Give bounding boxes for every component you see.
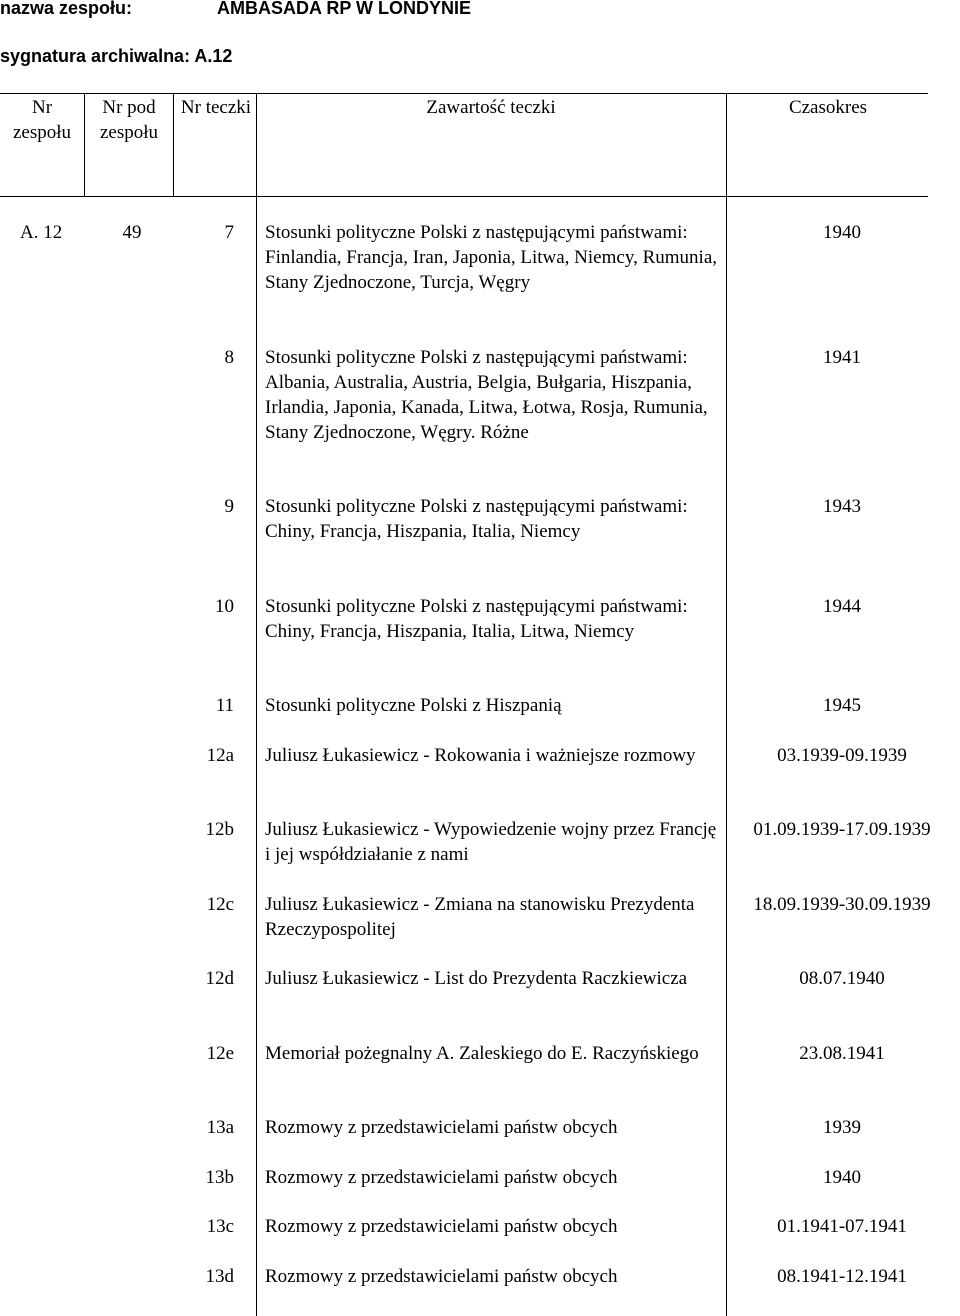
cell-nr-teczki: 12d	[205, 968, 234, 989]
cell-zawartosc: Stosunki polityczne Polski z następującymi państwami: Albania, Australia, Austria, Belgia, Bułgaria, Hiszpania, Irlandia, Japonia, Kanada, Litwa, Łotwa, Rosja, Rumunia, Stany Zjednoczone, Węgry. Różne	[265, 347, 708, 443]
cell-nr-teczki: 8	[224, 347, 234, 368]
cell-nr-teczki: 12c	[206, 894, 234, 915]
cell-nr-teczki: 12b	[205, 819, 234, 840]
cell-zawartosc: Stosunki polityczne Polski z następującymi państwami: Chiny, Francja, Hiszpania, Italia, Niemcy	[265, 496, 688, 542]
cell-zawartosc: Rozmowy z przedstawicielami państw obcych	[265, 1266, 618, 1287]
cell-zawartosc: Stosunki polityczne Polski z Hiszpanią	[265, 695, 562, 716]
cell-zawartosc: Rozmowy z przedstawicielami państw obcych	[265, 1117, 618, 1138]
header-nr-zespolu: Nr zespołu	[12, 97, 72, 143]
cell-nr-teczki: 7	[224, 222, 234, 243]
cell-nr-teczki: 12e	[206, 1043, 234, 1064]
table-top-rule	[0, 93, 928, 94]
cell-nr-teczki: 13a	[206, 1117, 234, 1138]
header-zawartosc: Zawartość teczki	[426, 97, 556, 118]
cell-czasokres: 03.1939-09.1939	[777, 745, 907, 766]
cell-zawartosc: Juliusz Łukasiewicz - Rokowania i ważniejsze rozmowy	[265, 745, 696, 766]
meta-team	[0, 0, 472, 21]
team-value: AMBASADA RP W LONDYNIE	[217, 0, 472, 18]
cell-zawartosc: Memoriał pożegnalny A. Zaleskiego do E. Raczyńskiego	[265, 1043, 699, 1064]
cell-czasokres: 1945	[823, 695, 861, 716]
cell-zawartosc: Stosunki polityczne Polski z następującymi państwami: Chiny, Francja, Hiszpania, Italia, Litwa, Niemcy	[265, 596, 688, 642]
team-label: nazwa zespołu:	[0, 0, 133, 18]
signature-label: sygnatura archiwalna:	[0, 46, 191, 66]
col-divider-1	[84, 93, 85, 197]
cell-zawartosc: Rozmowy z przedstawicielami państw obcych	[265, 1216, 618, 1237]
cell-nr-podzespolu: 49	[122, 222, 142, 243]
cell-czasokres: 08.1941-12.1941	[777, 1266, 907, 1287]
cell-zawartosc: Juliusz Łukasiewicz - List do Prezydenta Raczkiewicza	[265, 968, 688, 989]
cell-nr-teczki: 11	[215, 695, 234, 716]
header-nr-podzespolu: Nr pod zespołu	[99, 97, 159, 143]
col-divider-3	[256, 93, 257, 1316]
col-divider-4	[726, 93, 727, 1316]
cell-zawartosc: Rozmowy z przedstawicielami państw obcych	[265, 1167, 618, 1188]
header-nr-teczki: Nr teczki	[180, 97, 252, 118]
cell-nr-teczki: 10	[215, 596, 234, 617]
header-czasokres: Czasokres	[788, 97, 868, 118]
cell-czasokres: 1940	[823, 1167, 861, 1188]
signature-value: A.12	[194, 46, 233, 66]
cell-nr-teczki: 12a	[206, 745, 234, 766]
col-divider-2	[173, 93, 174, 197]
cell-nr-zespolu: A. 12	[20, 222, 63, 243]
cell-nr-teczki: 9	[224, 496, 234, 517]
cell-nr-teczki: 13c	[206, 1216, 234, 1237]
cell-zawartosc: Juliusz Łukasiewicz - Zmiana na stanowisku Prezydenta Rzeczypospolitej	[265, 894, 695, 940]
cell-czasokres: 1944	[823, 596, 861, 617]
cell-zawartosc: Juliusz Łukasiewicz - Wypowiedzenie wojny przez Francję i jej współdziałanie z nami	[265, 819, 717, 865]
cell-czasokres: 01.1941-07.1941	[777, 1216, 907, 1237]
cell-czasokres: 1941	[823, 347, 861, 368]
cell-czasokres: 23.08.1941	[799, 1043, 885, 1064]
meta-signature	[0, 44, 232, 69]
cell-nr-teczki: 13d	[205, 1266, 234, 1287]
cell-nr-teczki: 13b	[205, 1167, 234, 1188]
cell-czasokres: 1940	[823, 222, 861, 243]
cell-czasokres: 1943	[823, 496, 861, 517]
cell-czasokres: 08.07.1940	[799, 968, 885, 989]
cell-czasokres: 01.09.1939-17.09.1939	[753, 819, 931, 840]
cell-czasokres: 18.09.1939-30.09.1939	[753, 894, 931, 915]
header-bottom-rule	[0, 196, 928, 197]
cell-czasokres: 1939	[823, 1117, 861, 1138]
cell-zawartosc: Stosunki polityczne Polski z następującymi państwami: Finlandia, Francja, Iran, Japonia, Litwa, Niemcy, Rumunia, Stany Zjednoczone, Turcja, Węgry	[265, 222, 718, 293]
